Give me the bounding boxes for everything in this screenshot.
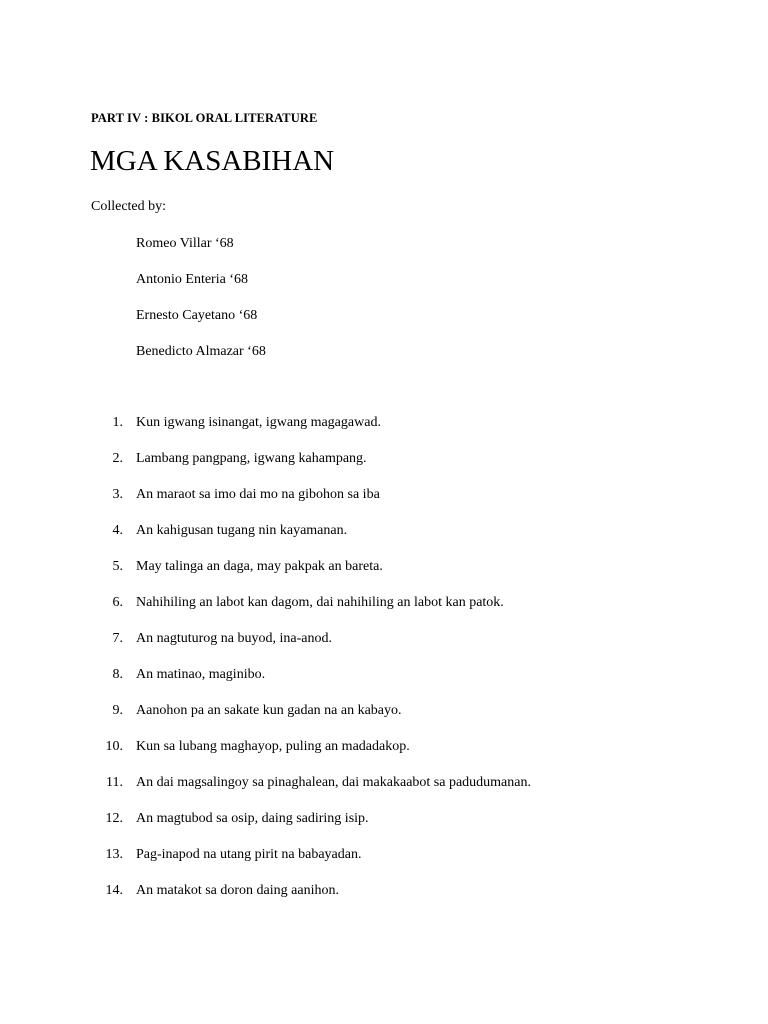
item-number: 11.	[106, 775, 123, 790]
collected-by-label: Collected by:	[91, 199, 167, 214]
item-number: 7.	[112, 631, 123, 646]
list-item	[0, 882, 768, 918]
page-title: MGA KASABIHAN	[90, 145, 335, 177]
list-item	[0, 666, 768, 702]
collector-name: Antonio Enteria ‘68	[136, 272, 248, 287]
item-number: 12.	[105, 811, 123, 826]
collector-name: Ernesto Cayetano ‘68	[136, 308, 258, 323]
saying-text: May talinga an daga, may pakpak an bareta.	[136, 559, 383, 574]
item-number: 10.	[105, 739, 123, 754]
list-item	[0, 486, 768, 522]
saying-text: Pag-inapod na utang pirit na babayadan.	[136, 847, 362, 862]
item-number: 9.	[112, 703, 123, 718]
item-number: 4.	[112, 523, 123, 538]
list-item	[0, 810, 768, 846]
item-number: 8.	[112, 667, 123, 682]
saying-text: An magtubod sa osip, daing sadiring isip.	[136, 811, 369, 826]
list-item	[0, 702, 768, 738]
collector-name: Romeo Villar ‘68	[136, 236, 234, 251]
saying-text: An dai magsalingoy sa pinaghalean, dai makakaabot sa padudumanan.	[136, 775, 531, 790]
list-item	[0, 450, 768, 486]
list-item	[0, 522, 768, 558]
sayings-list	[0, 414, 768, 918]
saying-text: Aanohon pa an sakate kun gadan na an kabayo.	[136, 703, 402, 718]
list-item	[0, 846, 768, 882]
list-item	[0, 774, 768, 810]
list-item	[0, 558, 768, 594]
collectors-list	[136, 235, 266, 379]
saying-text: An kahigusan tugang nin kayamanan.	[136, 523, 348, 538]
saying-text: An nagtuturog na buyod, ina-anod.	[136, 631, 332, 646]
collector-name: Benedicto Almazar ‘68	[136, 344, 266, 359]
saying-text: Kun igwang isinangat, igwang magagawad.	[136, 415, 381, 430]
saying-text: An maraot sa imo dai mo na gibohon sa iba	[136, 487, 380, 502]
list-item	[0, 738, 768, 774]
saying-text: An matinao, maginibo.	[136, 667, 266, 682]
list-item	[0, 414, 768, 450]
item-number: 2.	[112, 451, 123, 466]
saying-text: An matakot sa doron daing aanihon.	[136, 883, 339, 898]
list-item	[0, 630, 768, 666]
list-item	[0, 594, 768, 630]
item-number: 3.	[112, 487, 123, 502]
item-number: 5.	[112, 559, 123, 574]
part-heading: PART IV : BIKOL ORAL LITERATURE	[91, 111, 318, 125]
saying-text: Lambang pangpang, igwang kahampang.	[136, 451, 367, 466]
item-number: 6.	[112, 595, 123, 610]
item-number: 1.	[112, 415, 123, 430]
item-number: 14.	[105, 883, 123, 898]
saying-text: Kun sa lubang maghayop, puling an madadakop.	[136, 739, 410, 754]
item-number: 13.	[105, 847, 123, 862]
saying-text: Nahihiling an labot kan dagom, dai nahihiling an labot kan patok.	[136, 595, 504, 610]
